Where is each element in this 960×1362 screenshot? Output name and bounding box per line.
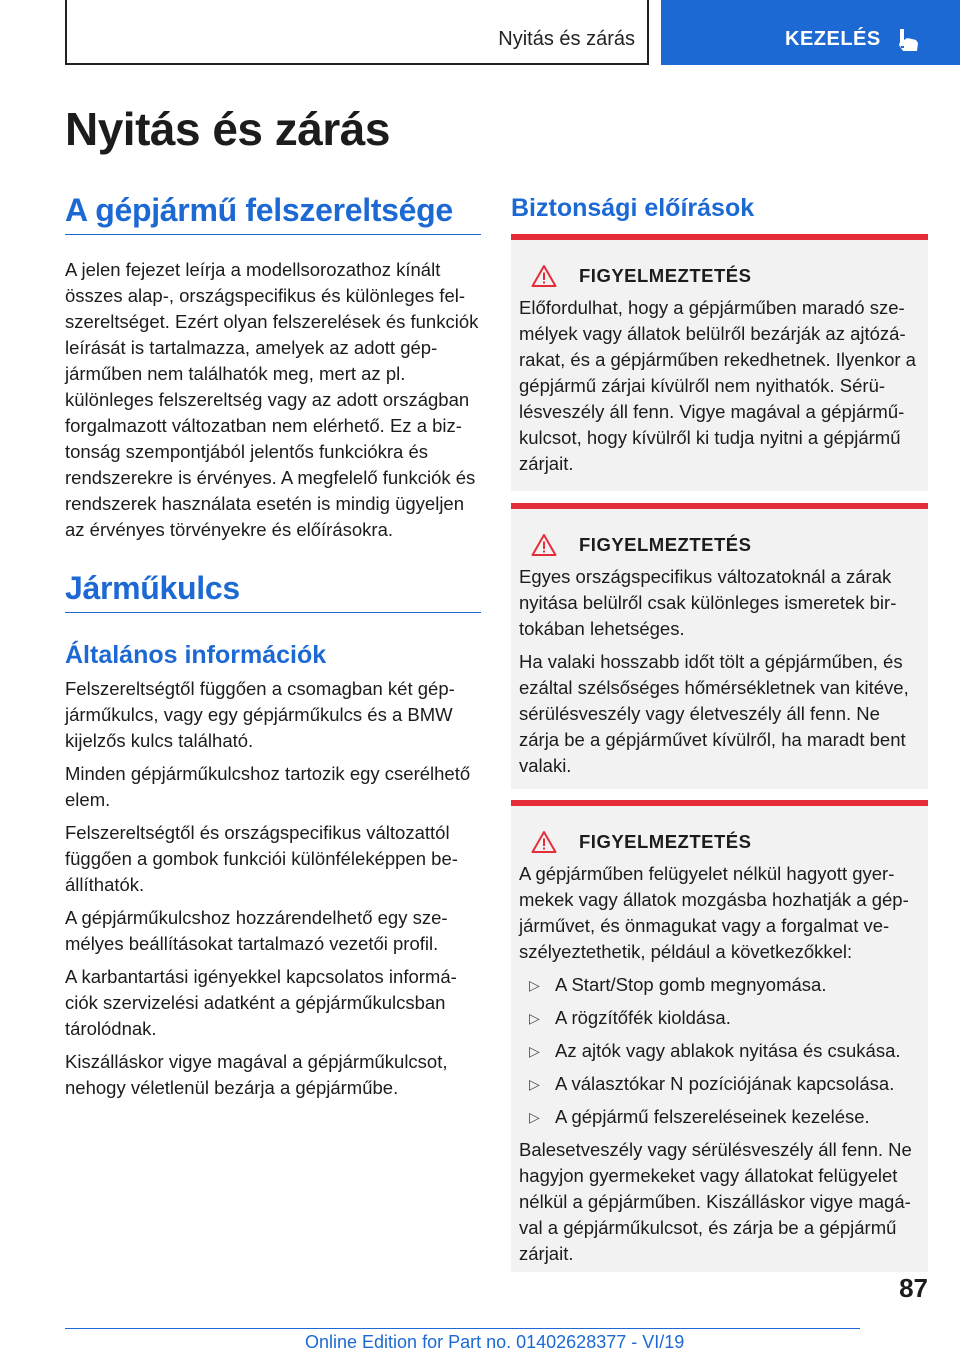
header-chapter-label: KEZELÉS [785, 28, 881, 50]
keys-paragraph: A karbantartási igényekkel kapcsolatos információk szervizelési adatként a gépjárműkulcsban tárolódnak. [65, 966, 457, 1039]
warning-triangle-icon [531, 533, 557, 557]
warning-title: FIGYELMEZTETÉS [579, 534, 752, 555]
equipment-text [65, 257, 483, 550]
keys-paragraph: A gépjárműkulcshoz hozzárendelhető egy személyes beállításokat tartalmazó vezetői profil. [65, 907, 448, 954]
header-chapter-tab[interactable] [661, 0, 960, 65]
list-item-text: Az ajtók vagy ablakok nyitása és csukása. [555, 1040, 901, 1061]
keys-paragraph: Felszereltségtől és országspecifikus változattól függően a gombok funkciói különféleképpen beállíthatók. [65, 822, 458, 895]
list-item [519, 972, 920, 998]
section-title-equipment: A gépjármű felszereltsége [65, 192, 453, 228]
warning-paragraph: Balesetveszély vagy sérülésveszély áll fenn. Ne hagyjon gyermekeket vagy állatokat felügyelet nélkül a gépjárműben. Kiszálláskor vigye magával a gépjárműkulcsot, és zárja be a gépjármű zárjait. [519, 1139, 912, 1264]
list-item-text: A rögzítőfék kioldása. [555, 1007, 731, 1028]
warning-box [511, 234, 928, 491]
warning-body [519, 295, 920, 477]
keys-paragraph: Minden gépjárműkulcshoz tartozik egy cserélhető elem. [65, 763, 471, 810]
section-rule-equipment [65, 234, 481, 235]
page-number: 87 [899, 1273, 928, 1303]
list-item-text: A gépjármű felszereléseinek kezelése. [555, 1106, 870, 1127]
warning-list [519, 972, 920, 1130]
footer-rule [65, 1328, 860, 1329]
subsection-title-general-info: Általános információk [65, 641, 327, 669]
warning-box [511, 800, 928, 1272]
list-item-text: A Start/Stop gomb megnyomása. [555, 974, 827, 995]
warning-header [519, 825, 920, 859]
warning-paragraph: Előfordulhat, hogy a gépjárműben maradó személyek vagy állatok belülről bezárják az ajtózárakat, és a gépjárműben rekedhetnek. Ilyenkor a gépjármű zárjai kívülről nem nyithatók. Sérülésveszély áll fenn. Vigye magával a gépjárműkulcsot, hogy kívülről ki tudja nyitni a gépjármű zárjait. [519, 297, 916, 474]
warning-header [519, 528, 920, 562]
warning-paragraph: Ha valaki hosszabb időt tölt a gépjárműben, és ezáltal szélsőséges hőmérsékletnek van kitéve, sérülésveszély vagy életveszély áll fenn. Ne zárja be a gépjárművet kívülről, ha maradt bent valaki. [519, 651, 909, 776]
list-item-text: A választókar N pozíciójának kapcsolása. [555, 1073, 895, 1094]
header-section-title: Nyitás és zárás [498, 28, 635, 50]
triangle-bullet-icon: ▷ [529, 1043, 540, 1059]
warning-body [519, 861, 920, 1267]
page-title: Nyitás és zárás [65, 103, 390, 155]
keys-text [65, 676, 483, 1108]
triangle-bullet-icon: ▷ [529, 1109, 540, 1125]
keys-paragraph: Kiszálláskor vigye magával a gépjárműkulcsot, nehogy véletlenül bezárja a gépjárműbe. [65, 1051, 448, 1098]
section-title-safety: Biztonsági előírások [511, 194, 755, 222]
warning-triangle-icon [531, 264, 557, 288]
list-item [519, 1005, 920, 1031]
warning-paragraph: Egyes országspecifikus változatoknál a zárak nyitása belülről csak különleges ismeretek birtokában lehetséges. [519, 566, 897, 639]
keys-paragraph: Felszereltségtől függően a csomagban két gépjárműkulcs, vagy egy gépjárműkulcs és a BMW kijelzős kulcs található. [65, 678, 455, 751]
warning-title: FIGYELMEZTETÉS [579, 831, 752, 852]
warning-box [511, 503, 928, 789]
warning-body [519, 564, 920, 779]
section-title-keys: Járműkulcs [65, 570, 240, 606]
list-item [519, 1071, 920, 1097]
triangle-bullet-icon: ▷ [529, 1010, 540, 1026]
warning-triangle-icon [531, 830, 557, 854]
warning-title: FIGYELMEZTETÉS [579, 265, 752, 286]
list-item [519, 1038, 920, 1064]
warning-paragraph: A gépjárműben felügyelet nélkül hagyott gyermekek vagy állatok mozgásba hozhatják a gépjárművet, és önmagukat vagy a forgalmat veszélyeztethetik, például a következőkkel: [519, 863, 909, 962]
header-section-box [65, 0, 649, 65]
warning-header [519, 259, 920, 293]
list-item [519, 1104, 920, 1130]
triangle-bullet-icon: ▷ [529, 977, 540, 993]
pointing-hand-icon [894, 26, 922, 54]
triangle-bullet-icon: ▷ [529, 1076, 540, 1092]
section-rule-keys [65, 612, 481, 613]
footer-edition-link[interactable]: Online Edition for Part no. 01402628377 - VI/19 [305, 1332, 685, 1352]
equipment-paragraph: A jelen fejezet leírja a modellsorozathoz kínált összes alap-, országspecifikus és különleges felszereltséget. Ezért olyan felszerelések és funkciók leírását is tartalmazza, amelyek az adott gépjárműben nem találhatók meg, mert az pl. különleges felszereltség vagy az adott országban forgalmazott változatban nem elérhető. Ez a biztonság szempontjából jelentős funkciókra és rendszerekre is érvényes. A megfelelő funkciók és rendszerek használata esetén is mindig ügyeljen az érvényes törvényekre és előírásokra. [65, 259, 479, 540]
